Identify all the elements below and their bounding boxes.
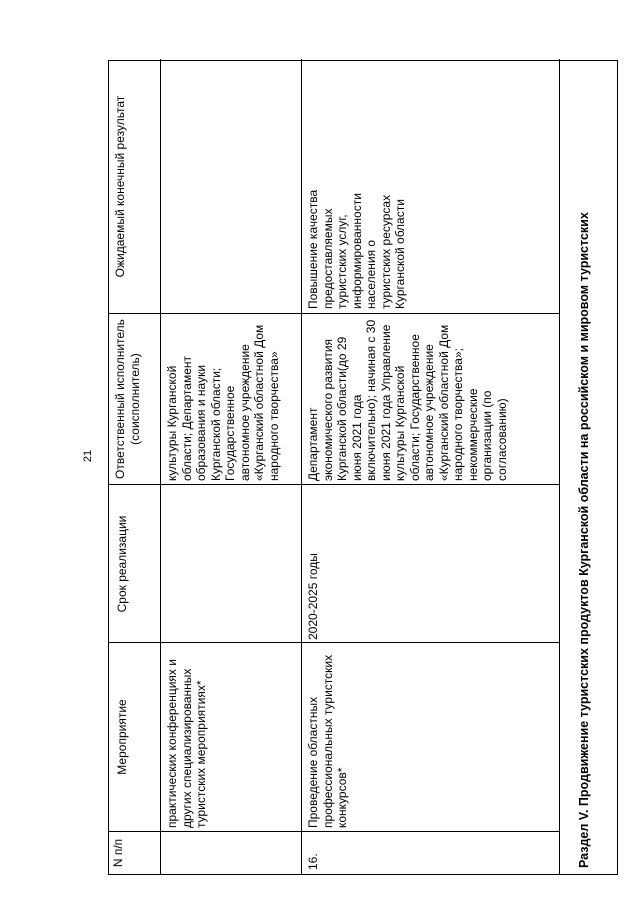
activities-table [108, 60, 618, 875]
row1-num [165, 834, 297, 870]
row2-num: 16. [306, 853, 320, 870]
header-result: Ожидаемый конечный результат [113, 95, 127, 278]
col-divider [109, 642, 559, 643]
row-divider [559, 59, 560, 874]
row2-activity: Проведение областных профессиональных туристских конкурсов* [306, 654, 349, 828]
row-divider [160, 59, 161, 874]
header-term: Срок реализации [115, 515, 129, 613]
col-divider [109, 484, 559, 485]
row-divider [301, 59, 302, 874]
row2-responsible: Департамент экономического развития Курганской области(до 29 июня 2021 года включительно); начиная с 30 июня 2021 года Управление культуры Курганской области; Государственное автономное учреждение «Курганский областной Дом народного творчества»; некоммерческие организации (по согласованию) [306, 319, 509, 481]
rotated-table-container [108, 60, 618, 875]
col-divider [109, 831, 559, 832]
section-title: Раздел V. Продвижение туристских продуктов Курганской области на российском и мировом туристских [577, 212, 591, 868]
row2-result: Повышение качества предоставляемых туристских услуг, информированности населения о туристских ресурсах Курганской области [306, 189, 407, 309]
row1-responsible: культуры Курганской области; Департамент образования и науки Курганской области; Государственное автономное учреждение «Курганский областной Дом народного творчества» [165, 324, 281, 481]
row2-term: 2020-2025 годы [306, 553, 320, 640]
header-num: N п/п [111, 838, 125, 868]
header-activity: Мероприятие [115, 699, 129, 775]
row1-result [165, 64, 297, 309]
header-responsible: Ответственный исполнитель (соисполнитель) [113, 319, 142, 479]
row1-activity: практических конференциях и других специализированных туристских мероприятиях* [165, 659, 208, 828]
row1-term [165, 488, 297, 640]
page-number: 21 [82, 449, 94, 463]
col-divider [109, 313, 559, 314]
